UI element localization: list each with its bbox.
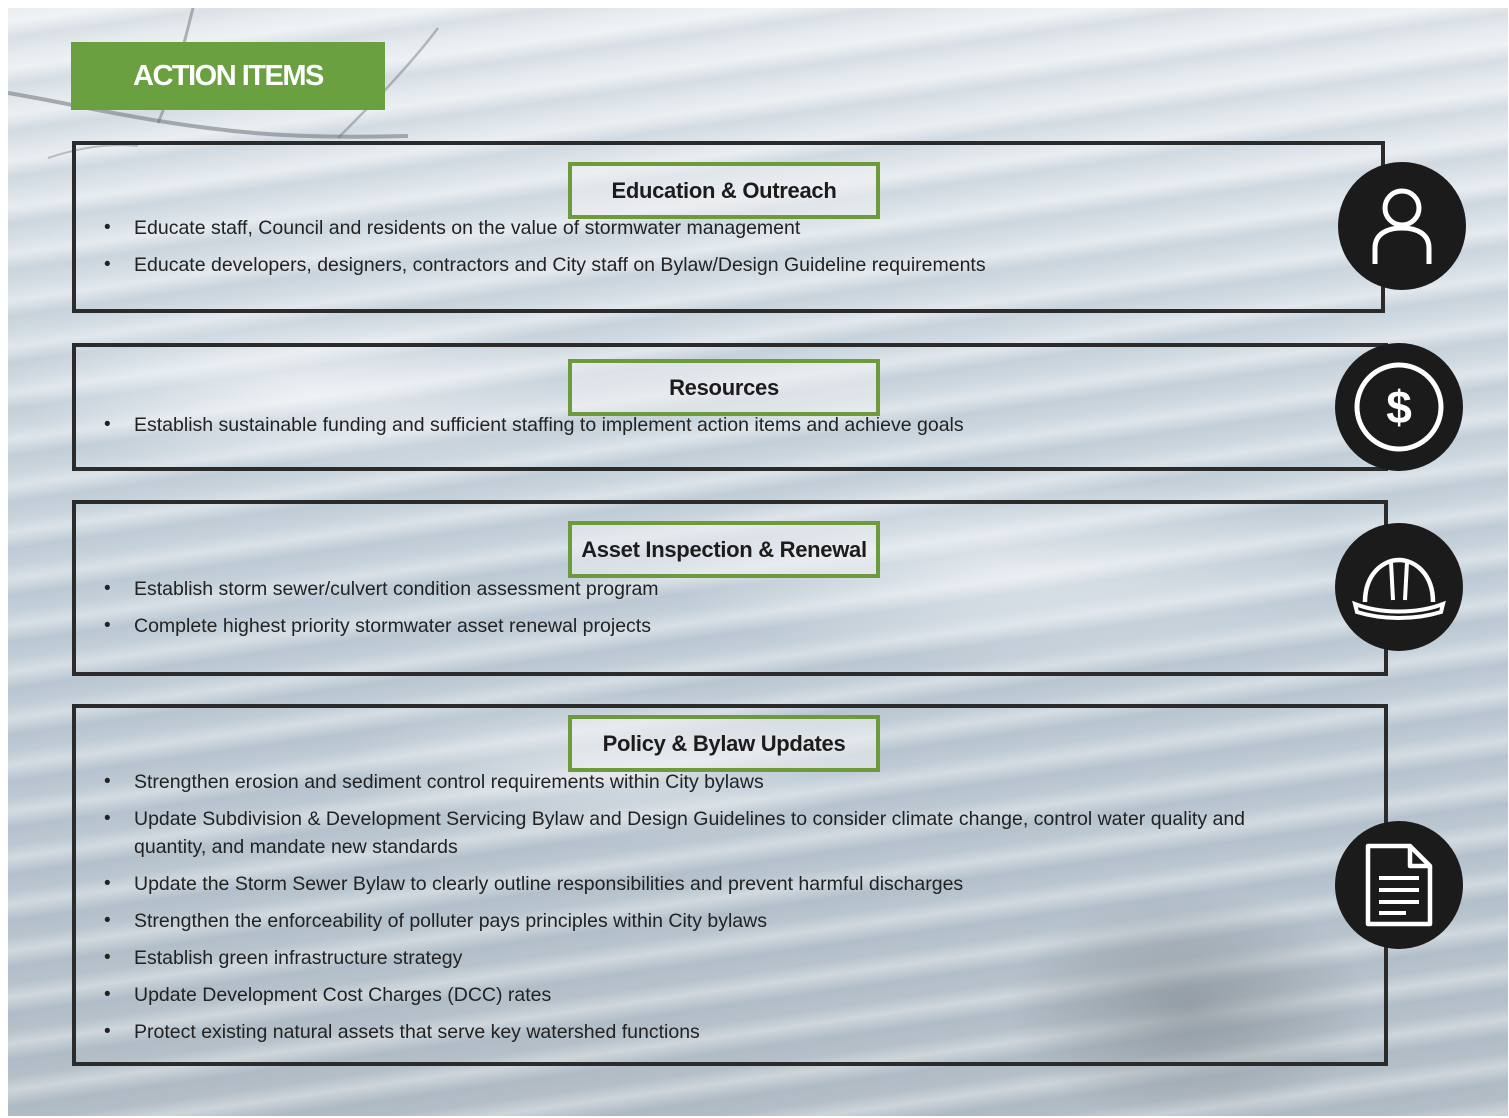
- person-icon: [1338, 162, 1466, 290]
- list-item: • Protect existing natural assets that serve key watershed functions: [98, 1018, 1318, 1046]
- page-title: ACTION ITEMS: [133, 59, 323, 92]
- list-item: • Establish sustainable funding and sufficient staffing to implement action items and achieve goals: [98, 411, 964, 439]
- list-item: • Complete highest priority stormwater asset renewal projects: [98, 612, 659, 640]
- list-item: • Update Subdivision & Development Servicing Bylaw and Design Guidelines to consider climate change, control water quality and quantity, and mandate new standards: [98, 805, 1318, 861]
- hard-hat-icon: [1335, 523, 1463, 651]
- title-banner: [71, 42, 385, 110]
- list-item: • Strengthen the enforceability of polluter pays principles within City bylaws: [98, 907, 1318, 935]
- svg-text:$: $: [1386, 381, 1412, 433]
- list-item: • Establish green infrastructure strategy: [98, 944, 1318, 972]
- bullet-list-asset-inspection-renewal: [98, 575, 659, 649]
- bullet-list-education-outreach: [98, 214, 986, 288]
- list-item: • Update Development Cost Charges (DCC) rates: [98, 981, 1318, 1009]
- bullet-list-resources: [98, 411, 964, 448]
- dollar-icon: [1335, 343, 1463, 471]
- list-item: • Establish storm sewer/culvert condition assessment program: [98, 575, 659, 603]
- bullet-list-policy-bylaw-updates: [98, 768, 1318, 1055]
- list-item: • Educate staff, Council and residents on the value of stormwater management: [98, 214, 986, 242]
- slide: [8, 8, 1508, 1116]
- list-item: • Strengthen erosion and sediment control requirements within City bylaws: [98, 768, 1318, 796]
- section-heading-asset-inspection-renewal: Asset Inspection & Renewal: [568, 521, 880, 578]
- section-heading-education-outreach: Education & Outreach: [568, 162, 880, 219]
- section-heading-resources: Resources: [568, 359, 880, 416]
- section-heading-policy-bylaw-updates: Policy & Bylaw Updates: [568, 715, 880, 772]
- document-icon: [1335, 821, 1463, 949]
- list-item: • Update the Storm Sewer Bylaw to clearly outline responsibilities and prevent harmful discharges: [98, 870, 1318, 898]
- list-item: • Educate developers, designers, contractors and City staff on Bylaw/Design Guideline requirements: [98, 251, 986, 279]
